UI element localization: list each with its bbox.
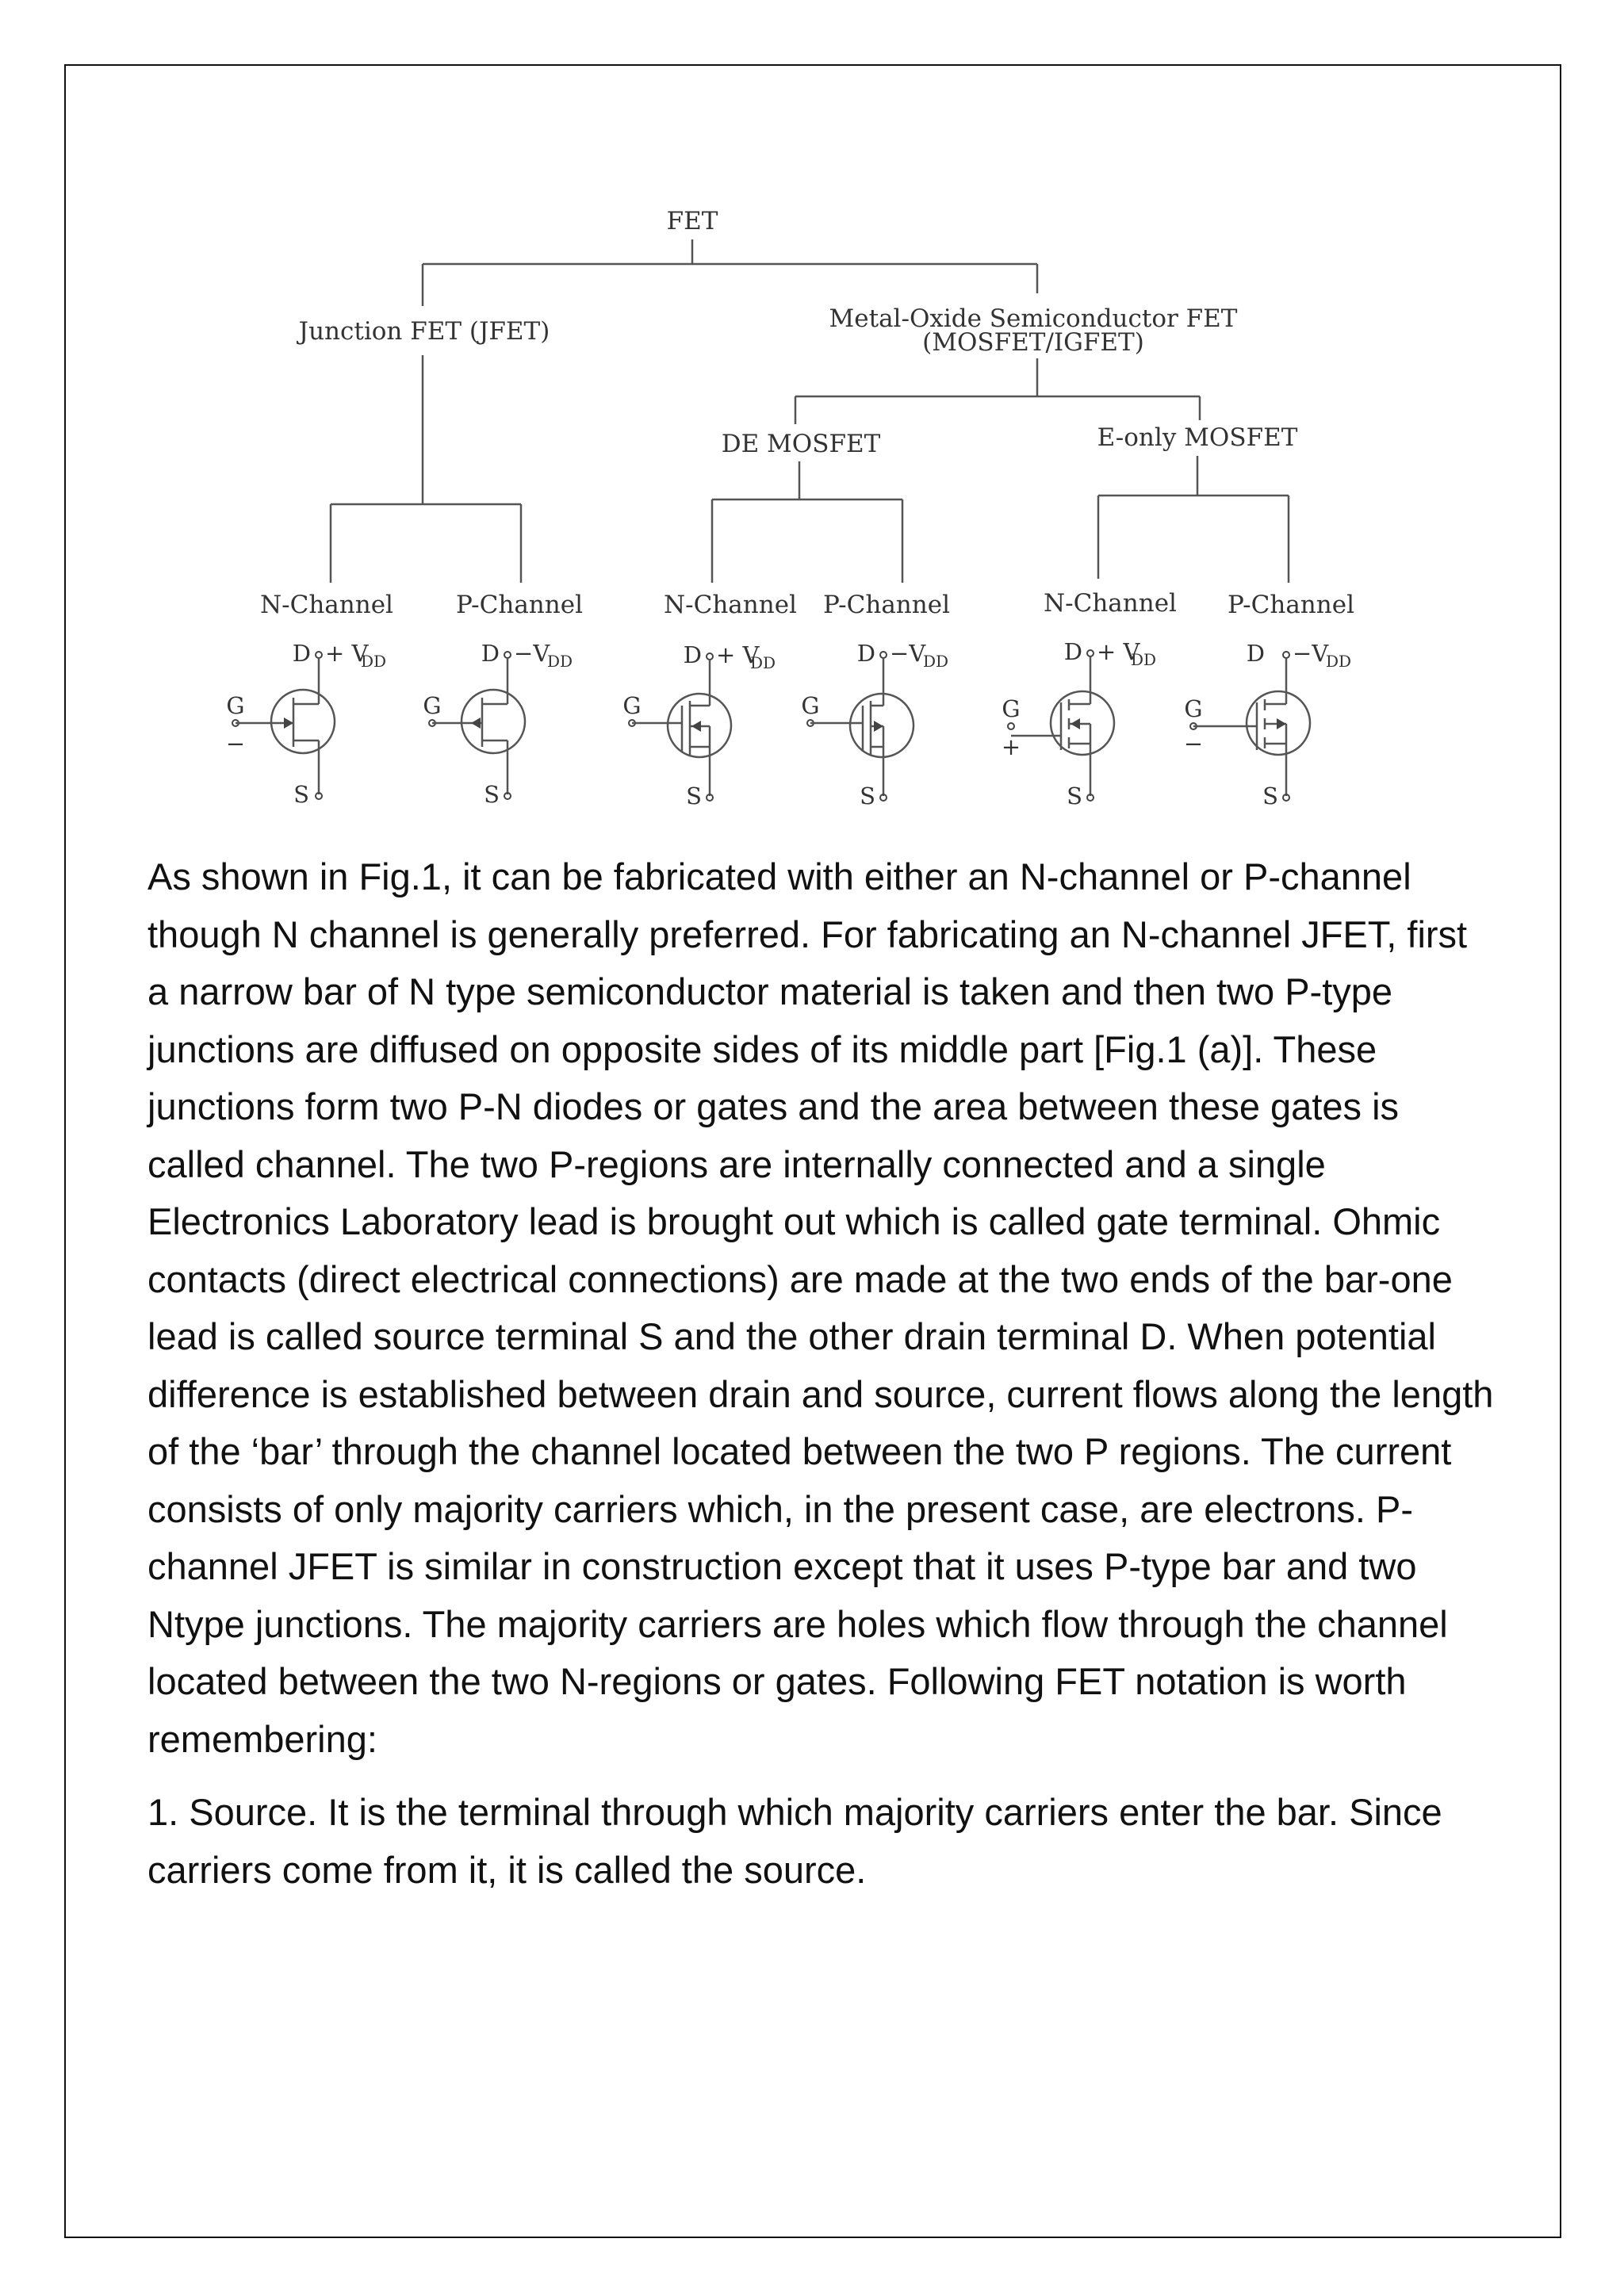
svg-text:S: S — [1262, 783, 1278, 809]
jfet-label: Junction FET (JFET) — [298, 317, 550, 346]
svg-text:G: G — [1184, 695, 1203, 722]
p-channel-e-mosfet-symbol — [1184, 640, 1351, 809]
svg-text:+ V: + V — [716, 641, 760, 668]
svg-text:G: G — [423, 692, 442, 719]
p-channel-jfet-symbol — [423, 640, 573, 808]
n-channel-jfet-symbol — [226, 640, 386, 808]
svg-text:D: D — [1063, 638, 1082, 665]
p-channel-de-mosfet-symbol — [801, 640, 948, 809]
tree-connectors — [331, 239, 1289, 583]
svg-text:+ V: + V — [325, 640, 369, 667]
list-item-source: 1. Source. It is the terminal through which majority carriers enter the bar. Since carriers come from it, it is called the source. — [147, 1791, 1442, 1891]
svg-text:DD: DD — [361, 652, 387, 671]
svg-text:S: S — [686, 783, 702, 809]
svg-text:+ V: + V — [1097, 638, 1140, 665]
svg-text:−: − — [1183, 730, 1204, 757]
svg-text:DD: DD — [923, 652, 949, 671]
svg-text:DD: DD — [1326, 652, 1352, 671]
svg-text:S: S — [484, 781, 500, 808]
de-n-channel-label: N-Channel — [664, 591, 797, 619]
e-p-channel-label: P-Channel — [1228, 591, 1354, 619]
svg-text:D: D — [292, 640, 311, 667]
fet-classification-diagram — [0, 0, 1624, 840]
svg-text:+: + — [1001, 733, 1021, 760]
jfet-p-channel-label: P-Channel — [456, 591, 583, 619]
svg-text:D: D — [481, 640, 500, 667]
de-p-channel-label: P-Channel — [823, 591, 950, 619]
body-text — [147, 848, 1496, 1899]
svg-text:G: G — [622, 692, 642, 719]
svg-text:D: D — [1246, 640, 1265, 667]
svg-text:G: G — [801, 692, 820, 719]
e-n-channel-label: N-Channel — [1044, 589, 1177, 618]
de-mosfet-label: DE MOSFET — [721, 430, 881, 458]
mosfet-label-line1: Metal-Oxide Semiconductor FET — [829, 304, 1238, 333]
n-channel-e-mosfet-symbol — [1002, 638, 1156, 809]
svg-text:−: − — [225, 730, 246, 757]
root-label: FET — [666, 207, 718, 235]
e-only-mosfet-label: E-only MOSFET — [1097, 423, 1298, 452]
svg-text:G: G — [226, 692, 245, 719]
jfet-n-channel-label: N-Channel — [260, 591, 393, 619]
svg-text:−V: −V — [890, 640, 926, 667]
svg-text:−V: −V — [514, 640, 550, 667]
svg-text:G: G — [1002, 695, 1021, 722]
svg-text:DD: DD — [750, 653, 776, 672]
description-paragraph: As shown in Fig.1, it can be fabricated with either an N-channel or P-channel though N channel is generally preferred. For fabricating an N-channel JFET, first a narrow bar of N type semiconductor material is taken and then two P-type junctions are diffused on opposite sides of its middle part [Fig.1 (a)]. These junctions form two P-N diodes or gates and the area between these gates is called channel. The two P-regions are internally connected and a single Electronics Laboratory lead is brought out which is called gate terminal. Ohmic contacts (direct electrical connections) are made at the two ends of the bar-one lead is called source terminal S and the other drain terminal D. When potential difference is established between drain and source, current flows along the length of the ‘bar’ through the channel located between the two P regions. The current consists of only majority carriers which, in the present case, are electrons. P-channel JFET is similar in construction except that it uses P-type bar and two Ntype junctions. The majority carriers are holes which flow through the channel located between the two N-regions or gates. Following FET notation is worth remembering: — [147, 855, 1494, 1760]
svg-text:S: S — [1067, 783, 1082, 809]
svg-text:DD: DD — [547, 652, 573, 671]
svg-text:−V: −V — [1293, 640, 1329, 667]
n-channel-de-mosfet-symbol — [622, 641, 776, 809]
svg-text:S: S — [293, 781, 309, 808]
svg-text:D: D — [856, 640, 875, 667]
svg-text:D: D — [683, 641, 702, 668]
mosfet-label-line2: (MOSFET/IGFET) — [922, 328, 1144, 357]
svg-text:DD: DD — [1131, 650, 1157, 669]
svg-text:S: S — [860, 783, 875, 809]
